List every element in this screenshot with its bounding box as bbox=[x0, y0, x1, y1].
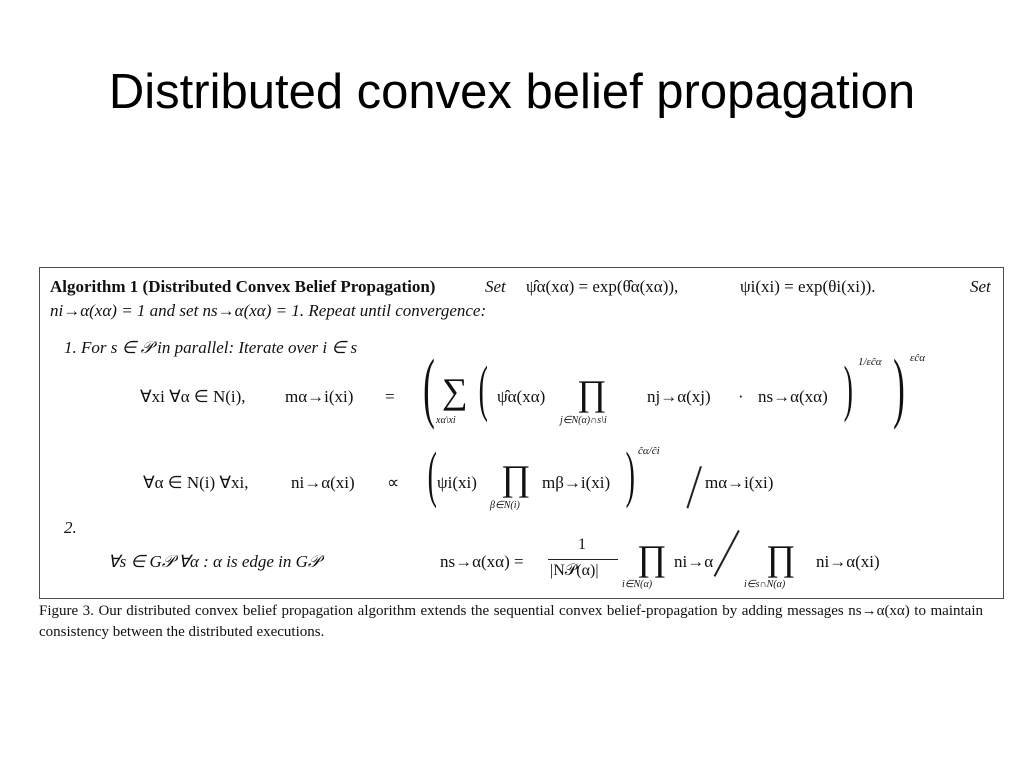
eq3-division-slash bbox=[714, 530, 740, 577]
init-line-2: ni→α(xα) = 1 and set ns→α(xα) = 1. Repeat until convergence: bbox=[50, 301, 487, 320]
eq3-lhs: ns→α(xα) = bbox=[440, 552, 524, 571]
eq1-sum-subscript: xα\xi bbox=[436, 415, 456, 426]
eq1-inner-paren-left: ( bbox=[478, 355, 488, 423]
step-2-label: 2. bbox=[64, 518, 77, 537]
eq3-prod2-subscript: i∈s∩N(α) bbox=[744, 579, 786, 590]
eq1-outer-paren-right: ) bbox=[893, 343, 905, 430]
eq1-dot: · bbox=[738, 387, 744, 406]
eq1-psi-hat: ψ̂α(xα) bbox=[497, 387, 546, 406]
eq2-prod-symbol: ∏ bbox=[501, 458, 531, 498]
eq2-paren-left: ( bbox=[427, 441, 437, 509]
init-set-2: Set bbox=[970, 277, 991, 296]
eq1-quantifier: ∀xi ∀α ∈ N(i), bbox=[140, 387, 246, 406]
eq3-denominator: |N𝒫(α)| bbox=[550, 562, 599, 579]
eq2-rel: ∝ bbox=[387, 473, 400, 492]
figure-caption: Figure 3. Our distributed convex belief propagation algorithm extends the sequential convex belief-propagation by adding messages ns→α(xα) to maintain consistency between the distributed executions. bbox=[39, 603, 983, 640]
eq3-prod1-subscript: i∈N(α) bbox=[622, 579, 653, 590]
eq2-psi: ψi(xi) bbox=[437, 473, 477, 492]
eq2-exponent: ĉα/ĉi bbox=[638, 445, 660, 457]
eq1-rel: = bbox=[385, 387, 395, 406]
eq1-sum-symbol: ∑ bbox=[442, 371, 468, 411]
step-1-label: 1. For s ∈ 𝒫 in parallel: Iterate over i ∈ s bbox=[64, 338, 358, 357]
eq2-quantifier: ∀α ∈ N(i) ∀xi, bbox=[143, 473, 249, 492]
eq3-prod1-symbol: ∏ bbox=[637, 538, 667, 578]
eq2-m-beta: mβ→i(xi) bbox=[542, 473, 611, 492]
eq3-fraction-bar bbox=[548, 559, 618, 560]
slide-title: Distributed convex belief propagation bbox=[108, 65, 916, 119]
eq3-n2: ni→α(xi) bbox=[816, 552, 880, 571]
eq1-inner-paren-right: ) bbox=[843, 355, 853, 423]
algorithm-box bbox=[39, 267, 1004, 599]
eq1-n-j-alpha: nj→α(xj) bbox=[647, 387, 711, 406]
eq2-lhs: ni→α(xi) bbox=[291, 473, 355, 492]
eq2-prod-subscript: β∈N(i) bbox=[490, 500, 520, 511]
eq2-paren-right: ) bbox=[625, 441, 635, 509]
eq2-division-slash bbox=[686, 466, 701, 508]
eq1-outer-exponent: εĉα bbox=[910, 352, 925, 364]
init-psi: ψi(xi) = exp(θi(xi)). bbox=[740, 277, 876, 296]
init-psi-hat: ψ̂α(xα) = exp(θ̂α(xα)), bbox=[526, 277, 679, 296]
init-set-1: Set bbox=[485, 277, 506, 296]
eq1-prod-symbol: ∏ bbox=[577, 373, 607, 413]
eq3-quantifier: ∀s ∈ G𝒫 ∀α : α is edge in G𝒫 bbox=[108, 552, 321, 571]
eq3-numerator: 1 bbox=[578, 536, 586, 553]
eq1-outer-paren-left: ( bbox=[423, 343, 435, 430]
algorithm-header: Algorithm 1 (Distributed Convex Belief Propagation) bbox=[50, 277, 436, 296]
eq1-inner-exponent: 1/εĉα bbox=[858, 356, 882, 368]
eq1-prod-subscript: j∈N(α)∩s\i bbox=[560, 415, 607, 426]
eq3-prod2-symbol: ∏ bbox=[766, 538, 796, 578]
eq2-rhs: mα→i(xi) bbox=[705, 473, 774, 492]
eq3-n1: ni→α bbox=[674, 552, 714, 571]
eq1-lhs: mα→i(xi) bbox=[285, 387, 354, 406]
eq1-n-s-alpha: ns→α(xα) bbox=[758, 387, 828, 406]
